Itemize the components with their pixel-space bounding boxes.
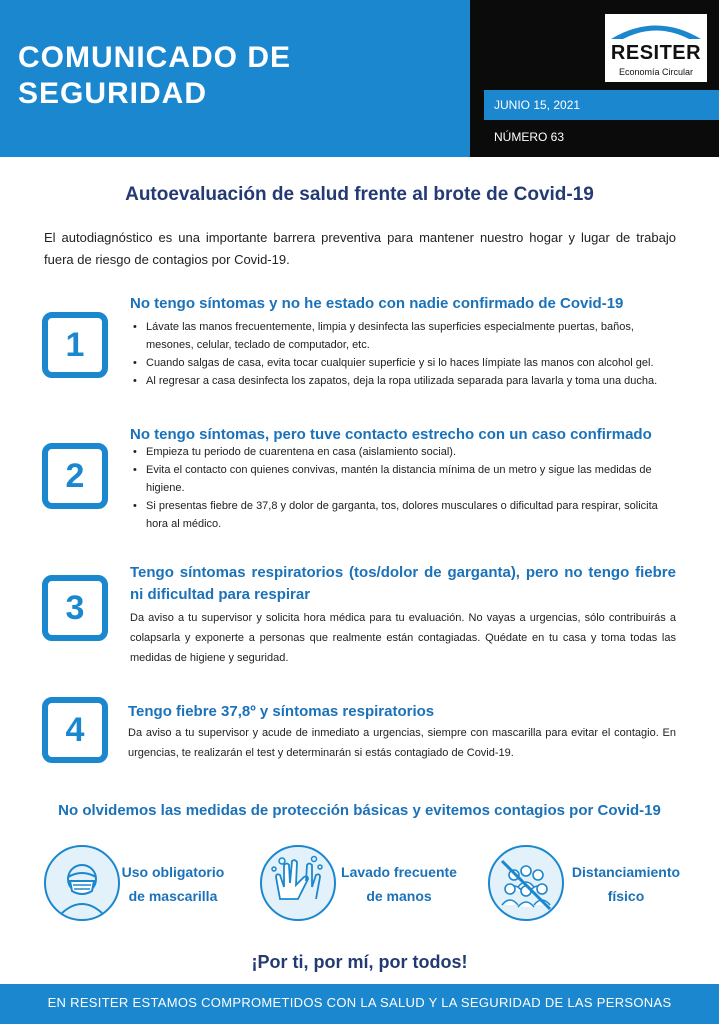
measure-mask-line1: Uso obligatorio (121, 864, 225, 880)
page-title-line1: COMUNICADO DE (18, 41, 291, 74)
measure-distancing-line1: Distanciamiento (571, 864, 681, 880)
section-1-bullets (130, 318, 670, 390)
hand-washing-icon (260, 845, 336, 921)
list-item: • Evita el contacto con quienes convivas, mantén la distancia mínima de un metro y sigue las medidas de higiene. (130, 461, 670, 497)
section-3-text: Da aviso a tu supervisor y solicita hora médica para tu evaluación. No vayas a urgencias, sólo contribuirás a colapsarla y exponerte a personas que realmente están contagiadas. Quédate en tu casa y toma todas las medidas de higiene y seguridad. (130, 612, 676, 664)
logo-arc-icon (609, 18, 703, 40)
page-title-line2: SEGURIDAD (18, 77, 208, 110)
list-item: • Cuando salgas de casa, evita tocar cualquier superficie y si lo haces límpiate las manos con alcohol gel. (130, 354, 670, 372)
reminder-heading: No olvidemos las medidas de protección básicas y evitemos contagios por Covid-19 (58, 802, 661, 819)
step-number-4: 4 (42, 697, 108, 763)
header (0, 0, 719, 157)
section-4-title: Tengo fiebre 37,8º y síntomas respiratorios (128, 703, 435, 720)
logo-name: RESITER (610, 42, 702, 64)
measure-distancing-line2: físico (607, 888, 645, 904)
slogan: ¡Por ti, por mí, por todos! (251, 952, 468, 972)
list-item: • Empieza tu periodo de cuarentena en casa (aislamiento social). (130, 443, 670, 461)
measure-distancing-label (566, 860, 686, 908)
resiter-logo (605, 14, 707, 82)
measure-hands-line1: Lavado frecuente (341, 864, 457, 880)
measure-mask-line2: de mascarilla (128, 888, 218, 904)
measure-hands-line2: de manos (366, 888, 432, 904)
social-distancing-icon (488, 845, 564, 921)
measure-hands-label (338, 860, 460, 908)
main-title: Autoevaluación de salud frente al brote de Covid-19 (125, 184, 594, 205)
section-3-title: Tengo síntomas respiratorios (tos/dolor de garganta), pero no tengo fiebre ni dificultad para respirar (130, 564, 676, 603)
issue-date: JUNIO 15, 2021 (494, 98, 581, 112)
footer-banner (0, 984, 719, 1024)
issue-number: NÚMERO 63 (494, 130, 565, 144)
footer-text: EN RESITER ESTAMOS COMPROMETIDOS CON LA SALUD Y LA SEGURIDAD DE LAS PERSONAS (47, 995, 672, 1010)
face-mask-icon (44, 845, 120, 921)
section-1-title: No tengo síntomas y no he estado con nadie confirmado de Covid-19 (130, 295, 624, 312)
section-2-bullets (130, 443, 670, 533)
intro-paragraph: El autodiagnóstico es una importante barrera preventiva para mantener nuestro hogar y lugar de trabajo fuera de riesgo de contagios por Covid-19. (44, 230, 676, 267)
section-4-text: Da aviso a tu supervisor y acude de inmediato a urgencias, siempre con mascarilla para evitar el contagio. En urgencias, te realizarán el test y determinarán si estás contagiado de Covid-19. (128, 727, 676, 759)
logo-tagline: Economía Circular (618, 67, 694, 77)
step-number-3: 3 (42, 575, 108, 641)
list-item: • Si presentas fiebre de 37,8 y dolor de garganta, tos, dolores musculares o dificultad para respirar, solicita hora al médico. (130, 497, 670, 533)
list-item: • Al regresar a casa desinfecta los zapatos, deja la ropa utilizada separada para lavarla y toma una ducha. (130, 372, 670, 390)
step-number-2: 2 (42, 443, 108, 509)
step-number-1: 1 (42, 312, 108, 378)
page-title (18, 40, 458, 112)
list-item: • Lávate las manos frecuentemente, limpia y desinfecta las superficies especialmente puertas, baños, mesones, celular, teclado de computador, etc. (130, 318, 670, 354)
section-2-title: No tengo síntomas, pero tuve contacto estrecho con un caso confirmado (130, 426, 652, 443)
measure-mask-label (118, 860, 228, 908)
